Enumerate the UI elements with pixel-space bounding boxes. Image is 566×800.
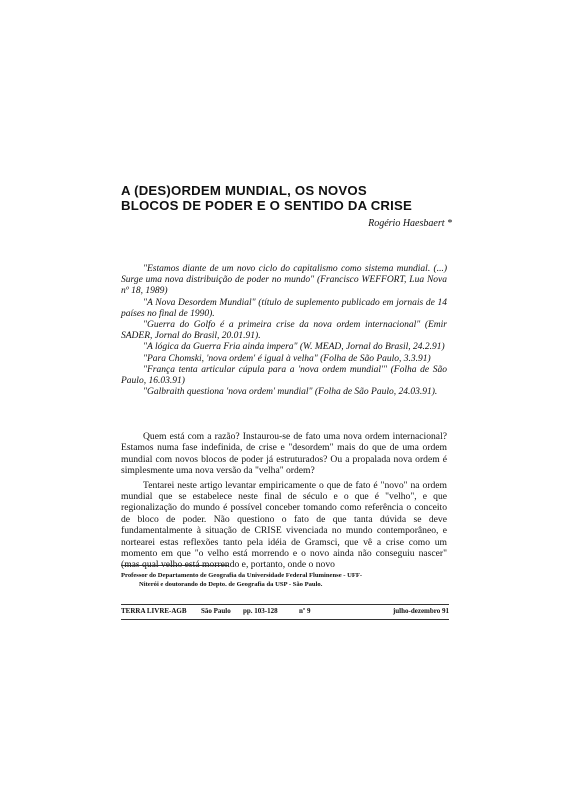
footer-pages: pp. 103-128 [243, 607, 278, 615]
body-paragraph: Quem está com a razão? Instaurou-se de fato uma nova ordem internacional? Estamos numa fase indefinida, de crise e "desordem" mais do que de uma ordem mundial com novos blocos de poder já estruturados? Ou a propalada nova ordem é simplesmente uma nova versão da "velha" ordem? [121, 431, 447, 477]
footnote-line: Professor do Departamento de Geografia da Universidade Federal Fluminense - UFF- [121, 572, 363, 579]
footer-city: São Paulo [201, 607, 231, 615]
footer-issue: nº 9 [299, 607, 311, 615]
title-line: BLOCOS DE PODER E O SENTIDO DA CRISE [121, 198, 413, 213]
footnote [121, 571, 451, 589]
footnote-divider [121, 565, 229, 566]
author-name: Rogério Haesbaert * [368, 218, 452, 229]
footer-date: julho-dezembro 91 [392, 607, 449, 615]
epigraph-quote: "Estamos diante de um novo ciclo do capitalismo como sistema mundial. (...) Surge uma nova distribuição de poder no mundo" (Francisco WEFFORT, Lua Nova nº 18, 1989) [121, 264, 447, 297]
footer-journal: TERRA LIVRE-AGB [121, 607, 187, 615]
epigraph-quote: "A Nova Desordem Mundial" (título de suplemento publicado em jornais de 14 países no final de 1990). [121, 297, 447, 319]
epigraph-quote: "Galbraith questiona 'nova ordem' mundial" (Folha de São Paulo, 24.03.91). [143, 387, 438, 398]
epigraph-quote: "A lógica da Guerra Fria ainda impera" (W. MEAD, Jornal do Brasil, 24.2.91) [143, 342, 445, 353]
epigraph-quote: "França tenta articular cúpula para a 'nova ordem mundial'" (Folha de São Paulo, 16.03.91) [121, 364, 447, 387]
article-title [121, 183, 451, 213]
epigraph-quote: "Para Chomski, 'nova ordem' é igual à velha" (Folha de São Paulo, 3.3.91) [143, 353, 431, 364]
body-text [121, 431, 447, 574]
footnote-line: Niterói e doutorando do Depto. de Geografia da USP - São Paulo. [139, 581, 323, 588]
title-line: A (DES)ORDEM MUNDIAL, OS NOVOS [121, 183, 367, 198]
page-footer [121, 604, 449, 620]
epigraph-quote: "Guerra do Golfo é a primeira crise da nova ordem internacional" (Emir SADER, Jornal do Brasil, 20.01.91). [121, 320, 447, 342]
epigraph-block [121, 264, 447, 398]
body-paragraph: Tentarei neste artigo levantar empiricamente o que de fato é "novo" na ordem mundial que se estabelece neste final de século e o que é "velho", e que regionalização do mundo é possível conceber tomando como referência o conceito de bloco de poder. Não questiono o fato de que tanta dúvida se deve fundamentalmente à situação de CRISE vivenciada no mundo contemporâneo, e nortearei estas reflexões tanto pela idéia de Gramsci, que vê a crise como um momento em que "o velho está morrendo e o novo ainda não conseguiu nascer" (mas qual velho está morrendo e, portanto, onde o novo [121, 479, 447, 571]
